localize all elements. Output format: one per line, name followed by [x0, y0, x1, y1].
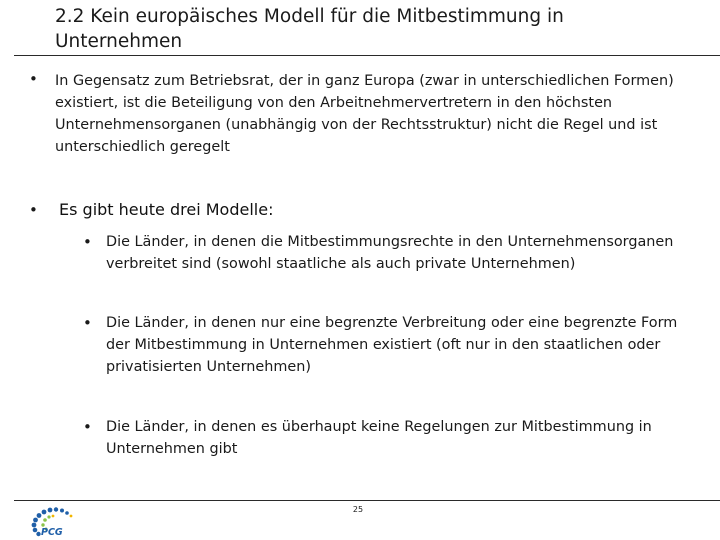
sub-bullet-3-line-2: Unternehmen gibt	[106, 441, 238, 457]
bullet-1-marker: •	[29, 70, 38, 88]
slide-title	[55, 4, 695, 54]
sub-bullet-3-line-1: Die Länder, in denen es überhaupt keine Regelungen zur Mitbestimmung in	[106, 419, 652, 435]
sub-bullet-1-line-1: Die Länder, in denen die Mitbestimmungsrechte in den Unternehmensorganen	[106, 234, 674, 250]
bullet-2-marker: •	[29, 201, 38, 219]
title-divider	[14, 55, 720, 56]
sub-bullet-2-line-1: Die Länder, in denen nur eine begrenzte Verbreitung oder eine begrenzte Form	[106, 315, 678, 331]
pcg-logo-text: PCG	[41, 527, 63, 538]
slide-title-line-2: Unternehmen	[55, 31, 183, 52]
sub-bullet-1-marker: •	[83, 233, 92, 251]
sub-bullet-3-marker: •	[83, 418, 92, 436]
bullet-1-line-2: existiert, ist die Beteiligung von den Arbeitnehmervertretern in den höchsten	[55, 95, 613, 111]
slide-title-line-1: 2.2 Kein europäisches Modell für die Mitbestimmung in	[55, 6, 564, 27]
sub-bullet-3-text	[106, 416, 706, 460]
bullet-1-text	[55, 70, 705, 158]
sub-bullet-2-marker: •	[83, 314, 92, 332]
sub-bullet-2-line-3: privatisierten Unternehmen)	[106, 359, 311, 375]
bullet-1-line-3: Unternehmensorganen (unabhängig von der Rechtsstruktur) nicht die Regel und ist	[55, 117, 658, 133]
page-number: 25	[352, 505, 364, 514]
bullet-2-text: Es gibt heute drei Modelle:	[59, 200, 274, 219]
sub-bullet-1-line-2: verbreitet sind (sowohl staatliche als auch private Unternehmen)	[106, 256, 576, 272]
bullet-1-line-4: unterschiedlich geregelt	[55, 139, 230, 155]
sub-bullet-2-line-2: der Mitbestimmung in Unternehmen existiert (oft nur in den staatlichen oder	[106, 337, 661, 353]
sub-bullet-1-text	[106, 231, 706, 275]
footer-divider	[14, 500, 720, 501]
sub-bullet-2-text	[106, 312, 706, 378]
bullet-1-line-1: In Gegensatz zum Betriebsrat, der in ganz Europa (zwar in unterschiedlichen Formen)	[55, 73, 674, 89]
